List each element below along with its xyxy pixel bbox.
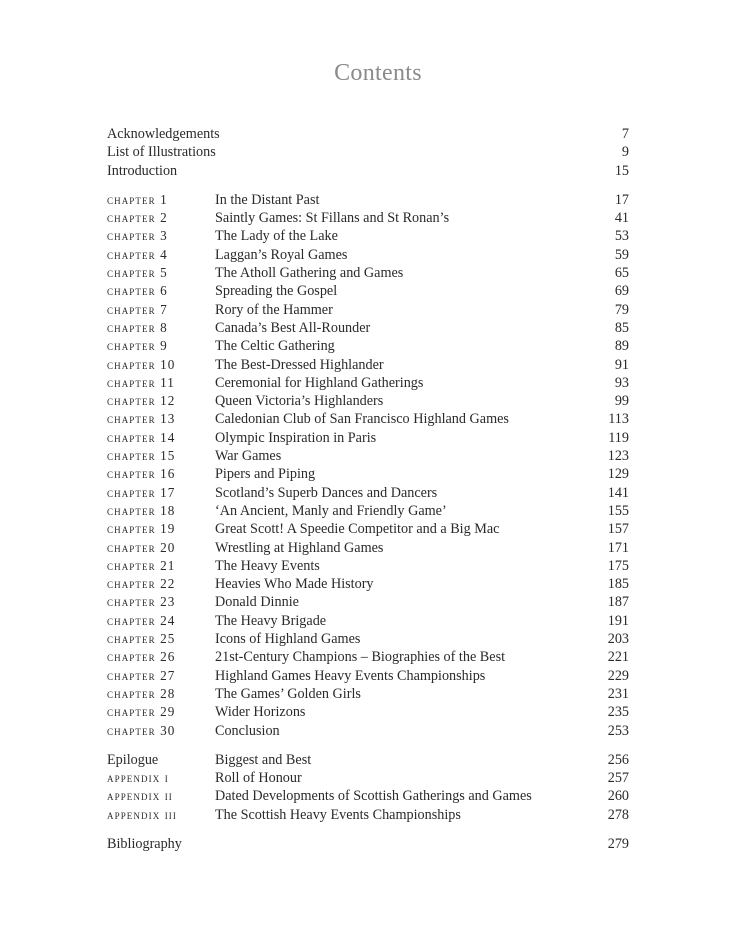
toc-chapter-entry xyxy=(107,429,629,447)
entry-label: chapter 19 xyxy=(107,521,176,537)
toc-chapter-entry xyxy=(107,282,629,300)
entry-page: 7 xyxy=(621,126,629,142)
entry-label: chapter 28 xyxy=(107,685,176,701)
toc-chapter-entry xyxy=(107,264,629,282)
toc-chapter-entry xyxy=(107,557,629,575)
entry-label: chapter 16 xyxy=(107,466,176,482)
toc-entry-bibliography xyxy=(107,835,629,853)
entry-label: chapter 10 xyxy=(107,356,176,372)
toc-entry-list-of-illustrations xyxy=(107,143,629,161)
entry-page: 203 xyxy=(607,631,629,648)
toc-chapter-entry xyxy=(107,539,629,557)
entry-title: The Celtic Gathering xyxy=(215,338,335,355)
toc-back-matter-entry xyxy=(107,769,629,787)
toc-chapter-entry xyxy=(107,667,629,685)
entry-page: 41 xyxy=(614,210,629,227)
entry-page: 175 xyxy=(607,557,629,574)
entry-title: Wider Horizons xyxy=(215,704,306,721)
entry-label: chapter 29 xyxy=(107,704,176,720)
entry-title: Canada’s Best All-Rounder xyxy=(215,319,371,336)
entry-page: 155 xyxy=(607,502,629,519)
entry-title: Laggan’s Royal Games xyxy=(215,246,348,263)
entry-label: chapter 23 xyxy=(107,594,176,610)
toc-chapter-entry xyxy=(107,575,629,593)
entry-page: 85 xyxy=(614,319,629,336)
entry-title: Pipers and Piping xyxy=(215,466,316,483)
entry-label: chapter 27 xyxy=(107,667,176,683)
entry-label: chapter 13 xyxy=(107,411,176,427)
entry-page: 231 xyxy=(607,685,629,702)
toc-chapter-entry xyxy=(107,337,629,355)
entry-title: Roll of Honour xyxy=(215,770,302,787)
entry-title: Biggest and Best xyxy=(215,751,312,768)
toc-chapter-entry xyxy=(107,520,629,538)
toc-chapter-entry xyxy=(107,227,629,245)
toc-chapter-entry xyxy=(107,484,629,502)
entry-title: In the Distant Past xyxy=(215,191,320,208)
entry-label: chapter 24 xyxy=(107,612,176,628)
entry-page: 99 xyxy=(614,393,629,410)
entry-label: chapter 26 xyxy=(107,649,176,665)
entry-label: chapter 2 xyxy=(107,210,168,226)
entry-page: 191 xyxy=(607,612,629,629)
entry-title: Heavies Who Made History xyxy=(215,576,374,593)
toc-chapter-entry xyxy=(107,319,629,337)
entry-page: 123 xyxy=(607,448,629,465)
entry-title: Olympic Inspiration in Paris xyxy=(215,429,377,446)
entry-page: 69 xyxy=(614,283,629,300)
entry-title: Great Scott! A Speedie Competitor and a Big Mac xyxy=(215,521,500,538)
entry-title: The Atholl Gathering and Games xyxy=(215,265,404,282)
entry-title: Scotland’s Superb Dances and Dancers xyxy=(215,484,438,501)
entry-label: chapter 17 xyxy=(107,484,176,500)
entry-page: 113 xyxy=(608,411,629,428)
entry-page: 119 xyxy=(608,429,629,446)
entry-title: Introduction xyxy=(107,162,178,179)
toc-chapter-entry xyxy=(107,392,629,410)
entry-title: The Heavy Brigade xyxy=(215,612,327,629)
entry-page: 185 xyxy=(607,576,629,593)
toc-chapter-entry xyxy=(107,301,629,319)
entry-page: 53 xyxy=(614,228,629,245)
entry-page: 229 xyxy=(607,667,629,684)
toc-back-matter-entry xyxy=(107,751,629,769)
entry-page: 257 xyxy=(607,770,629,787)
chapter-list xyxy=(107,191,629,740)
entry-page: 9 xyxy=(621,144,629,161)
entry-title: Dated Developments of Scottish Gatherings and Games xyxy=(215,788,532,805)
entry-page: 89 xyxy=(614,338,629,355)
entry-title: Ceremonial for Highland Gatherings xyxy=(215,374,424,391)
toc-chapter-entry xyxy=(107,410,629,428)
entry-page: 171 xyxy=(607,539,629,556)
entry-label: chapter 9 xyxy=(107,338,168,354)
entry-page: 279 xyxy=(607,835,629,852)
back-matter-list xyxy=(107,751,629,824)
entry-title: Donald Dinnie xyxy=(215,594,299,611)
table-of-contents xyxy=(107,125,629,853)
entry-page: 65 xyxy=(614,265,629,282)
entry-page: 91 xyxy=(614,356,629,373)
toc-chapter-entry xyxy=(107,465,629,483)
page-title: Contents xyxy=(334,60,422,86)
toc-entry-introduction xyxy=(107,162,629,180)
entry-page: 260 xyxy=(607,788,629,805)
entry-title: The Lady of the Lake xyxy=(215,228,338,245)
entry-label: chapter 18 xyxy=(107,502,176,518)
entry-title: Spreading the Gospel xyxy=(215,283,338,300)
entry-title: Rory of the Hammer xyxy=(215,301,333,318)
entry-title: The Scottish Heavy Events Championships xyxy=(215,806,461,823)
toc-chapter-entry xyxy=(107,593,629,611)
entry-page: 17 xyxy=(614,191,629,208)
entry-label: chapter 6 xyxy=(107,283,168,299)
toc-entry-acknowledgements xyxy=(107,125,629,143)
entry-title: The Best-Dressed Highlander xyxy=(215,356,384,373)
entry-label: chapter 11 xyxy=(107,374,175,390)
entry-title: Caledonian Club of San Francisco Highland Games xyxy=(215,411,509,428)
toc-back-matter-entry xyxy=(107,787,629,805)
entry-title: Conclusion xyxy=(215,722,280,739)
toc-chapter-entry xyxy=(107,447,629,465)
entry-label: chapter 21 xyxy=(107,557,176,573)
toc-chapter-entry xyxy=(107,648,629,666)
entry-page: 157 xyxy=(607,521,629,538)
entry-page: 93 xyxy=(614,374,629,391)
entry-label: chapter 3 xyxy=(107,228,168,244)
entry-label: chapter 12 xyxy=(107,393,176,409)
toc-chapter-entry xyxy=(107,722,629,740)
entry-title: Queen Victoria’s Highlanders xyxy=(215,393,384,410)
toc-chapter-entry xyxy=(107,502,629,520)
toc-chapter-entry xyxy=(107,374,629,392)
toc-chapter-entry xyxy=(107,703,629,721)
entry-title: ‘An Ancient, Manly and Friendly Game’ xyxy=(215,502,447,519)
entry-label: chapter 15 xyxy=(107,448,176,464)
entry-title: Bibliography xyxy=(107,835,182,852)
entry-label: chapter 25 xyxy=(107,631,176,647)
entry-label: chapter 7 xyxy=(107,301,168,317)
entry-page: 278 xyxy=(607,806,629,823)
entry-page: 129 xyxy=(607,466,629,483)
entry-label: appendix ii xyxy=(107,788,173,804)
entry-label: chapter 20 xyxy=(107,539,176,555)
entry-label: chapter 22 xyxy=(107,576,176,592)
toc-chapter-entry xyxy=(107,191,629,209)
entry-label: chapter 4 xyxy=(107,246,168,262)
entry-title: The Heavy Events xyxy=(215,557,320,574)
entry-page: 141 xyxy=(607,484,629,501)
entry-title: List of Illustrations xyxy=(107,144,216,161)
toc-chapter-entry xyxy=(107,685,629,703)
toc-chapter-entry xyxy=(107,630,629,648)
entry-title: War Games xyxy=(215,448,282,465)
entry-page: 253 xyxy=(607,722,629,739)
entry-page: 59 xyxy=(614,246,629,263)
entry-label: chapter 8 xyxy=(107,319,168,335)
entry-page: 79 xyxy=(614,301,629,318)
entry-label: chapter 30 xyxy=(107,722,176,738)
toc-chapter-entry xyxy=(107,356,629,374)
entry-page: 15 xyxy=(614,162,629,179)
toc-back-matter-entry xyxy=(107,806,629,824)
entry-title: 21st-Century Champions – Biographies of the Best xyxy=(215,649,506,666)
entry-title: Acknowledgements xyxy=(107,126,220,142)
entry-title: Wrestling at Highland Games xyxy=(215,539,384,556)
entry-page: 235 xyxy=(607,704,629,721)
entry-title: Highland Games Heavy Events Championships xyxy=(215,667,486,684)
toc-chapter-entry xyxy=(107,246,629,264)
entry-label: chapter 14 xyxy=(107,429,176,445)
entry-label: chapter 1 xyxy=(107,191,168,207)
toc-chapter-entry xyxy=(107,612,629,630)
entry-title: Icons of Highland Games xyxy=(215,631,361,648)
entry-page: 187 xyxy=(607,594,629,611)
entry-label: Epilogue xyxy=(107,751,159,768)
entry-page: 221 xyxy=(607,649,629,666)
toc-chapter-entry xyxy=(107,209,629,227)
entry-page: 256 xyxy=(607,751,629,768)
entry-label: appendix iii xyxy=(107,806,177,822)
entry-label: chapter 5 xyxy=(107,265,168,281)
entry-label: appendix i xyxy=(107,770,169,786)
entry-title: The Games’ Golden Girls xyxy=(215,685,361,702)
entry-title: Saintly Games: St Fillans and St Ronan’s xyxy=(215,210,450,227)
